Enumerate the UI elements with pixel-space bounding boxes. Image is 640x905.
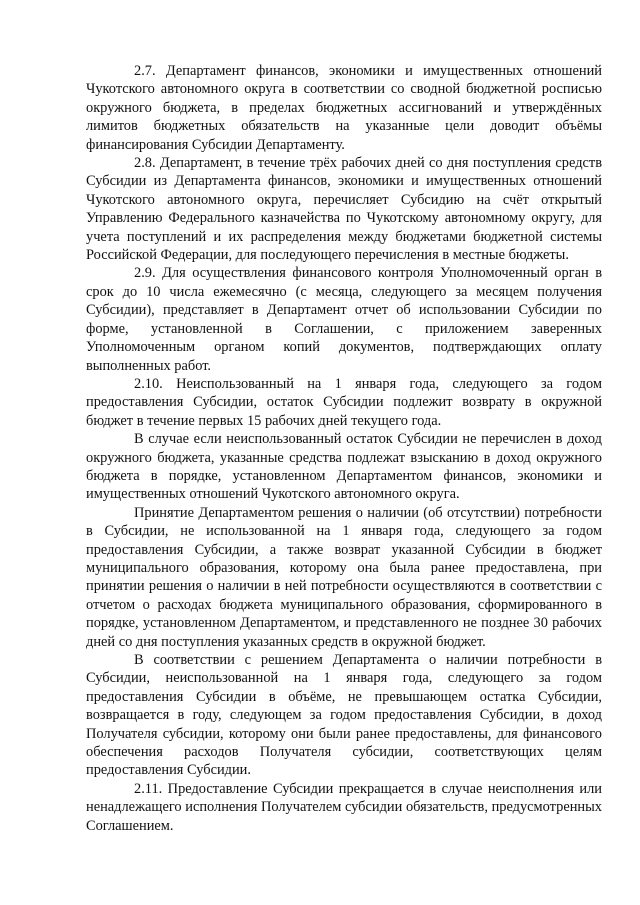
paragraph-2-10: 2.10. Неиспользованный на 1 января года, следующего за годом предоставления Субсидии, остаток Субсидии подлежит возврату в окружной бюджет в течение первых 15 рабочих дней текущего года. [86,375,602,429]
paragraph-2-11: 2.11. Предоставление Субсидии прекращается в случае неисполнения или ненадлежащего исполнения Получателем субсидии обязательств, предусмотренных Соглашением. [86,780,602,834]
paragraph-return-to-recipient: В соответствии с решением Департамента о наличии потребности в Субсидии, неиспользованной на 1 января года, следующего за годом предоставления Субсидии в объёме, не превышающем остатка Субсидии, возвращается в году, следующем за годом предоставления Субсидии, в доход Получателя субсидии, которому они были ранее предоставлены, для финансового обеспечения расходов Получателя субсидии, соответствующих целям предоставления Субсидии. [86,652,602,779]
document-page [86,62,602,835]
paragraph-2-9: 2.9. Для осуществления финансового контроля Уполномоченный орган в срок до 10 числа ежемесячно (с месяца, следующего за месяцем получения Субсидии), представляет в Департамент отчет об использовании Субсидии по форме, установленной в Соглашении, с приложением заверенных Уполномоченным органом копий документов, подтверждающих оплату выполненных работ. [86,265,602,374]
paragraph-2-7: 2.7. Департамент финансов, экономики и имущественных отношений Чукотского автономного округа в соответствии со сводной бюджетной росписью окружного бюджета, в пределах бюджетных ассигнований и утверждённых лимитов бюджетных обязательств на указанные цели доводит объёмы финансирования Субсидии Департаменту. [86,63,602,153]
paragraph-unreturned-balance: В случае если неиспользованный остаток Субсидии не перечислен в доход окружного бюджета, указанные средства подлежат взысканию в доход окружного бюджета в порядке, установленном Департаментом финансов, экономики и имущественных отношений Чукотского автономного округа. [86,431,602,503]
paragraph-need-decision: Принятие Департаментом решения о наличии (об отсутствии) потребности в Субсидии, не использованной на 1 января года, следующего за годом предоставления Субсидии, а также возврат указанной Субсидии в бюджет муниципального образования, которому она была ранее предоставлена, при принятии решения о наличии в ней потребности осуществляются в соответствии с отчетом о расходах бюджета муниципального образования, сформированного в порядке, установленном Департаментом, и представленного не позднее 30 рабочих дней со дня поступления указанных средств в окружной бюджет. [86,504,602,650]
paragraph-2-8: 2.8. Департамент, в течение трёх рабочих дней со дня поступления средств Субсидии из Департамента финансов, экономики и имущественных отношений Чукотского автономного округа, перечисляет Субсидию на счёт открытый Управлению Федерального казначейства по Чукотскому автономному округу, для учета поступлений и их распределения между бюджетами бюджетной системы Российской Федерации, для последующего перечисления в местные бюджеты. [86,155,602,264]
